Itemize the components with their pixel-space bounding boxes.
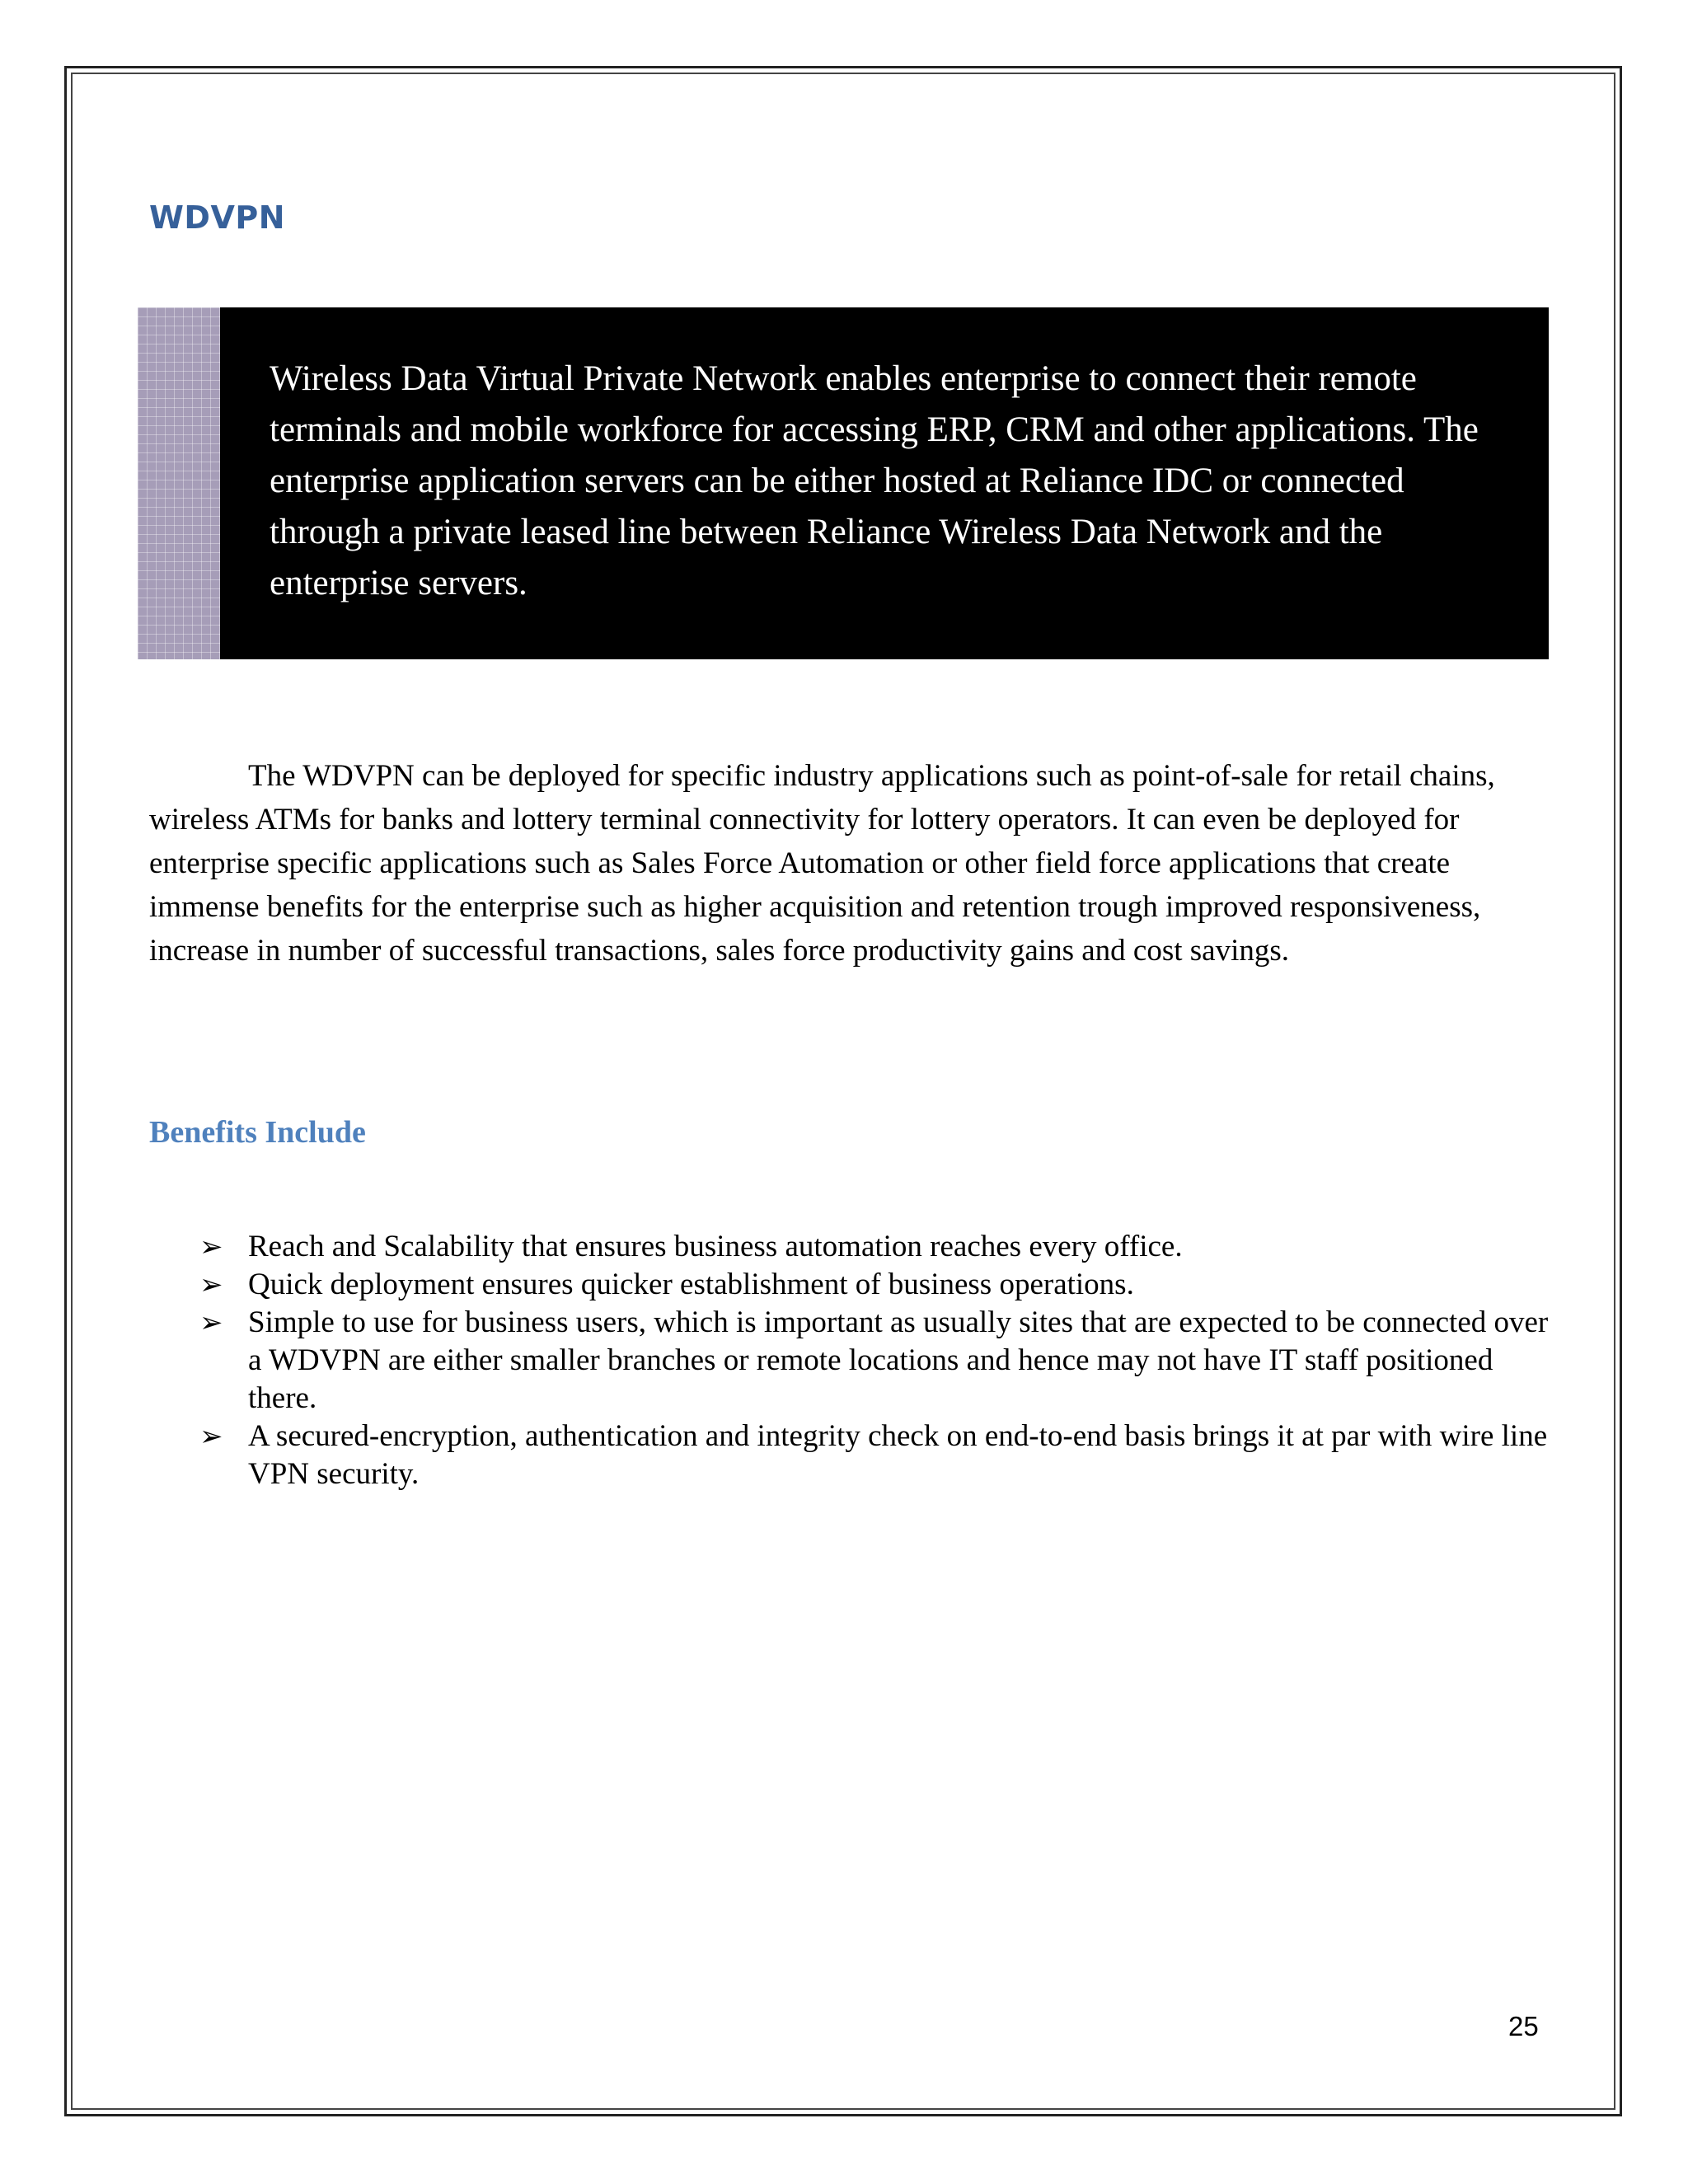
- benefits-list: [149, 1228, 1550, 1493]
- callout-text: Wireless Data Virtual Private Network enables enterprise to connect their remote terminals and mobile workforce for accessing ERP, CRM and other applications. The enterprise application servers can be either hosted at Reliance IDC or connected through a private leased line between Reliance Wireless Data Network and the enterprise servers.: [270, 359, 1479, 602]
- arrow-bullet-icon: ➢: [199, 1268, 223, 1301]
- list-item: [149, 1266, 1550, 1304]
- list-item-text: Reach and Scalability that ensures business automation reaches every office.: [248, 1230, 1183, 1263]
- list-item: [149, 1304, 1550, 1418]
- page-number: 25: [1508, 2011, 1539, 2041]
- section-heading: WDVPN: [149, 199, 286, 236]
- callout-grid-stripe: [138, 307, 220, 659]
- benefits-heading: Benefits Include: [149, 1115, 366, 1150]
- list-item: [149, 1228, 1550, 1266]
- list-item: [149, 1418, 1550, 1493]
- arrow-bullet-icon: ➢: [199, 1230, 223, 1263]
- callout-box: [138, 307, 1549, 659]
- list-item-text: Quick deployment ensures quicker establishment of business operations.: [248, 1268, 1134, 1301]
- arrow-bullet-icon: ➢: [199, 1420, 223, 1453]
- list-item-text: Simple to use for business users, which is important as usually sites that are expected to be connected over a WDVPN are either smaller branches or remote locations and hence may not have IT staff positioned there.: [248, 1305, 1549, 1415]
- body-paragraph: The WDVPN can be deployed for specific industry applications such as point-of-sale for retail chains, wireless ATMs for banks and lottery terminal connectivity for lottery operators. It can even be deployed for enterprise specific applications such as Sales Force Automation or other field force applications that create immense benefits for the enterprise such as higher acquisition and retention trough improved responsiveness, increase in number of successful transactions, sales force productivity gains and cost savings.: [149, 759, 1495, 968]
- arrow-bullet-icon: ➢: [199, 1306, 223, 1339]
- list-item-text: A secured-encryption, authentication and integrity check on end-to-end basis brings it at par with wire line VPN security.: [248, 1419, 1548, 1491]
